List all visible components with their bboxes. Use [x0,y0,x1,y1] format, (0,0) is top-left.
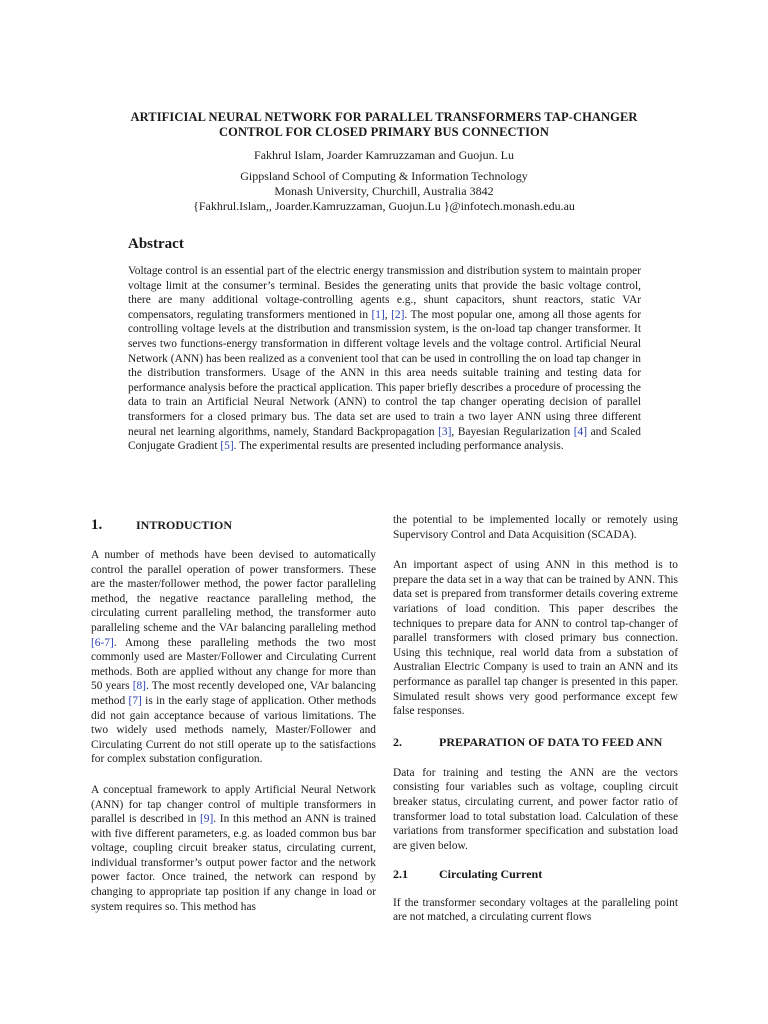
citation-link[interactable]: [5] [220,440,234,453]
section-title: PREPARATION OF DATA TO FEED ANN [439,734,663,749]
abstract-text: . The experimental results are presented including performance analysis. [233,440,564,453]
body-text: . The most recently developed one, VAr balancing method [91,680,376,707]
subsection-2-1-heading [393,867,678,882]
section-number: 2. [393,734,402,749]
subsection-title: Circulating Current [439,867,543,882]
title-line-1: ARTIFICIAL NEURAL NETWORK FOR PARALLEL TRANSFORMERS TAP-CHANGER [130,110,638,124]
body-text: . Among these paralleling methods the two most commonly used are Master/Follower and Circulating Current methods. Both are applied without any change for more than 50 years [91,636,376,693]
abstract-body [128,264,641,454]
paper-title [90,110,678,140]
intro-paragraph-4: An important aspect of using ANN in this method is to prepare the data set in a way that can be trained by ANN. This data set is prepared from transformer details covering extreme variations of load condition. This paper describes the techniques to prepare data for ANN to control tap-changer of parallel transformers with closed primary bus connection. Using this technique, real world data from a substation of Australian Electric Company is used to train an ANN and its performance as parallel tap changer is presented in this paper. Simulated result shows very good performance except few false responses. [393,559,678,718]
abstract-heading: Abstract [128,236,184,252]
body-text: is in the early stage of application. Other methods did not gain acceptance because of various limitations. The two widely used methods namely, Master/Follower and Circulating Current do not still operate up to the satisfactions for complex substation configuration. [91,694,377,766]
abstract-text: . The most popular one, among all those agents for controlling voltage levels at the distribution and transmission system, is the on-load tap changer transformer. It serves two functions-energy transformation in different voltage levels and the voltage control. Artificial Neural Network (ANN) has been realized as a convenient tool that can be used in controlling the on load tap changer in the distribution transformers. Usage of the ANN in this area needs suitable training and testing data for performance analysis before the practical application. This paper briefly describes a procedure of processing the data to train an Artificial Neural Network (ANN) to control the tap changer operating decision of parallel transformers for a closed primary bus. The data set are used to train a two layer ANN using three different neural net learning algorithms, namely, Standard Backpropagation [128,308,641,438]
abstract-text: Voltage control is an essential part of the electric energy transmission and distribution system to maintain proper voltage limit at the consumer’s terminal. Besides the generating units that provide the basic voltage control, there are many additional voltage-controlling agents e.g., shunt capacitors, shunt reactors, static VAr compensators, regulating transformers mentioned in [128,265,641,321]
section-2-paragraph-2: If the transformer secondary voltages at the paralleling point are not matched, a circulating current flows [393,896,678,924]
body-text: . In this method an ANN is trained with five different parameters, e.g. as loaded common bus bar voltage, coupling circuit breaker status, circulating current, individual transformer’s output power factor and the network power factor. Once trained, the network can respond by changing to appropriate tap position if any change in load or system requires so. This method has [91,813,376,913]
section-2-heading [393,735,678,750]
citation-link[interactable]: [4] [573,425,588,438]
affiliation-school: Gippsland School of Computing & Information Technology [240,169,528,183]
body-text: A conceptual framework to apply Artificial Neural Network (ANN) for tap changer control of multiple transformers in parallel is described in [91,783,376,826]
section-title: INTRODUCTION [136,517,233,532]
section-2-paragraph-1: Data for training and testing the ANN are the vectors consisting four variables such as voltage, coupling circuit breaker status, circulating current, and power factor ratio of transformer load to total substation load. Calculation of these variations from transformer specification and substation load are given below. [393,766,678,852]
title-line-2: CONTROL FOR CLOSED PRIMARY BUS CONNECTION [219,125,549,139]
intro-paragraph-2 [91,783,376,914]
citation-link[interactable]: [7] [128,694,142,707]
abstract-text: and Scaled Conjugate Gradient [128,425,641,453]
body-text: A number of methods have been devised to automatically control the parallel operation of power transformers. These are the master/follower method, the power factor paralleling method, the negative reactance paralleling method, the circulating current paralleling method, the transformer auto paralleling scheme and the VAr balancing paralleling method [91,549,376,634]
citation-link[interactable]: [3] [438,425,452,438]
intro-paragraph-3: the potential to be implemented locally or remotely using Supervisory Control and Data Acquisition (SCADA). [393,514,678,541]
citation-link[interactable]: [1] [371,308,385,321]
section-1-heading [91,510,376,540]
citation-link[interactable]: [6-7] [91,636,114,649]
right-column [393,513,678,925]
abstract-text: , [384,308,392,321]
citation-link[interactable]: [9] [199,813,214,826]
section-number: 1. [91,516,103,533]
subsection-number: 2.1 [393,867,408,882]
affiliation-emails: {Fakhrul.Islam,, Joarder.Kamruzzaman, Guojun.Lu }@infotech.monash.edu.au [193,199,575,213]
citation-link[interactable]: [8] [132,680,146,693]
abstract-text: , Bayesian Regularization [451,425,574,438]
citation-link[interactable]: [2] [391,308,405,321]
affiliation [90,169,678,214]
intro-paragraph-1 [91,548,376,767]
affiliation-university: Monash University, Churchill, Australia 3842 [274,184,494,198]
author-list: Fakhrul Islam, Joarder Kamruzzaman and Guojun. Lu [254,148,514,162]
left-column [91,510,376,914]
